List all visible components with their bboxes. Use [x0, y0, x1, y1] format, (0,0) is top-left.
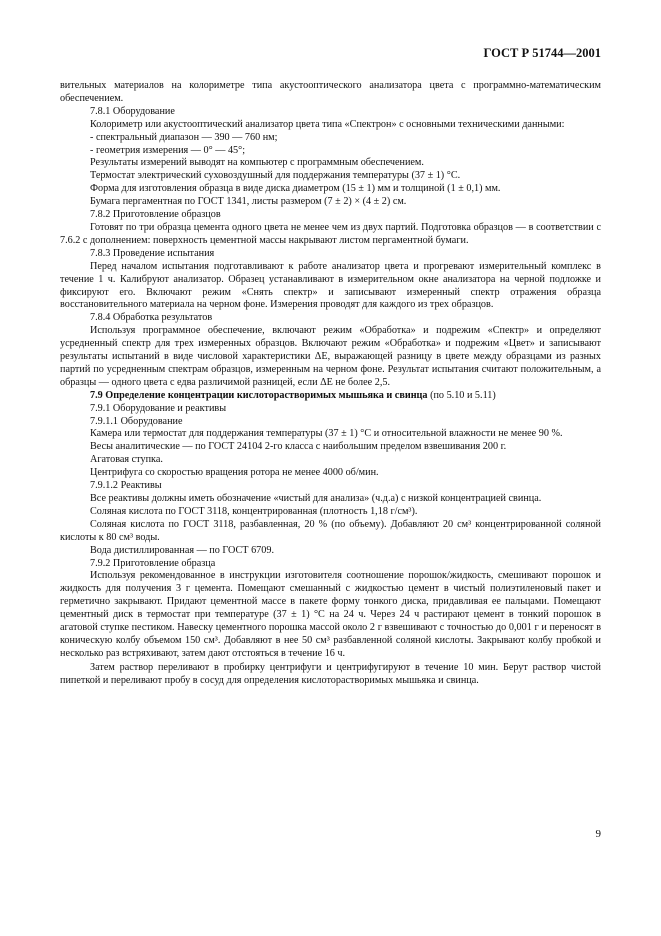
page-number: 9	[595, 828, 601, 840]
paragraph: Результаты измерений выводят на компьютер с программным обеспечением.	[90, 157, 424, 169]
paragraph: Готовят по три образца цемента одного цвета не менее чем из двух партий. Подготовка образцов — в соответствии с 7.6.2 с дополнением: поверхность цементной массы накрывают листом пергаментной бумаги.	[60, 221, 601, 246]
paragraph: Центрифуга со скоростью вращения ротора не менее 4000 об/мин.	[90, 467, 379, 479]
paragraph: Камера или термостат для поддержания температуры (37 ± 1) °С и относительной влажности не менее 90 %.	[90, 428, 563, 440]
paragraph: Перед началом испытания подготавливают к работе анализатор цвета и прогревают измерительный комплекс в течение 1 ч. Калибруют анализатор. Образец устанавливают в измерительном окне анализатора на черной подложке и фиксируют его. Включают режим «Снять спектр» и записывают измеренный спектр отражения образца восстановительного материала на черном фоне. Измерения проводят для каждого из трех образцов.	[60, 260, 601, 311]
paragraph: вительных материалов на колориметре типа акустооптического анализатора цвета с программно-математическим обеспечением.	[60, 80, 601, 104]
section-heading: 7.8.2 Приготовление образцов	[90, 209, 221, 221]
section-heading: 7.9.2 Приготовление образца	[90, 557, 216, 569]
paragraph: Соляная кислота по ГОСТ 3118, разбавленная, 20 % (по объему). Добавляют 20 см³ концентрированной соляной кислоты к 80 см³ воды.	[60, 518, 601, 543]
paragraph: Весы аналитические — по ГОСТ 24104 2-го класса с наибольшим пределом взвешивания 200 г.	[90, 441, 507, 453]
paragraph: Термостат электрический суховоздушный для поддержания температуры (37 ± 1) °С.	[90, 170, 461, 182]
paragraph: Соляная кислота по ГОСТ 3118, концентрированная (плотность 1,18 г/см³).	[90, 505, 418, 517]
paragraph	[60, 390, 601, 403]
paragraph: Форма для изготовления образца в виде диска диаметром (15 ± 1) мм и толщиной (1 ± 0,1) мм.	[90, 183, 501, 195]
section-heading: 7.8.4 Обработка результатов	[90, 312, 213, 324]
section-heading: 7.9.1.2 Реактивы	[90, 480, 162, 492]
paragraph: Все реактивы должны иметь обозначение «чистый для анализа» (ч.д.а) с низкой концентрацией свинца.	[90, 493, 542, 504]
paragraph: Вода дистиллированная — по ГОСТ 6709.	[90, 544, 275, 556]
section-heading: 7.9.1.1 Оборудование	[90, 415, 183, 427]
bold-heading: 7.9 Определение концентрации кислоторастворимых мышьяка и свинца	[90, 389, 428, 401]
paragraph: Затем раствор переливают в пробирку центрифуги и центрифугируют в течение 10 мин. Берут раствор чистой пипеткой и переливают пробу в сосуд для определения кислоторастворимых мышьяка и свинца.	[60, 661, 601, 686]
document-code-header: ГОСТ Р 51744—2001	[483, 46, 601, 60]
paragraph: Бумага пергаментная по ГОСТ 1341, листы размером (7 ± 2) × (4 ± 2) см.	[90, 196, 407, 208]
paragraph: Используя рекомендованное в инструкции изготовителя соотношение порошок/жидкость, смешивают порошок и жидкость для получения 3 г цемента. Помещают смешанный с жидкостью цемент в чистый полиэтиленовый пакет и герметично закрывают. Придают цементной массе в пакете форму тонкого диска, придавливая ее пальцами. Помещают цементный диск в термостат при температуре (37 ± 1) °С на 24 ч. Через 24 ч растирают цемент в тонкий порошок в агатовой ступке пестиком. Навеску цементного порошка массой около 2 г взвешивают с точностью до 0,001 г и переносят в коническую колбу объемом 150 см³. Добавляют в нее 50 см³ разбавленной соляной кислоты. Закрывают колбу пробкой и несколько раз встряхивают, затем дают отстояться в течение 16 ч.	[60, 570, 601, 659]
paragraph: - спектральный диапазон — 390 — 760 нм;	[90, 131, 278, 143]
section-heading: 7.8.1 Оборудование	[90, 105, 175, 117]
paragraph: - геометрия измерения — 0° — 45°;	[90, 144, 246, 156]
paragraph: Колориметр или акустооптический анализатор цвета типа «Спектрон» с основными техническими данными:	[90, 118, 565, 130]
section-heading: 7.8.3 Проведение испытания	[90, 247, 215, 259]
paragraph: Используя программное обеспечение, включают режим «Обработка» и подрежим «Спектр» и определяют усредненный спектр для трех измеренных образцов. Включают режим «Обработка» и подрежим «Цвет» и записывают результаты испытаний в виде числовой характеристики ΔE, выражающей разницу в цвете между образцами из разных партий по усредненным спектрам образцов, измеренным на черном фоне. Результат испытания считают положительным, а образцы — одного цвета с едва различимой разницей, если ΔE не более 2,5.	[60, 325, 601, 388]
section-heading: 7.9.1 Оборудование и реактивы	[90, 402, 227, 414]
document-body	[60, 80, 601, 688]
heading-suffix: (по 5.10 и 5.11)	[427, 389, 496, 401]
paragraph: Агатовая ступка.	[90, 454, 163, 466]
